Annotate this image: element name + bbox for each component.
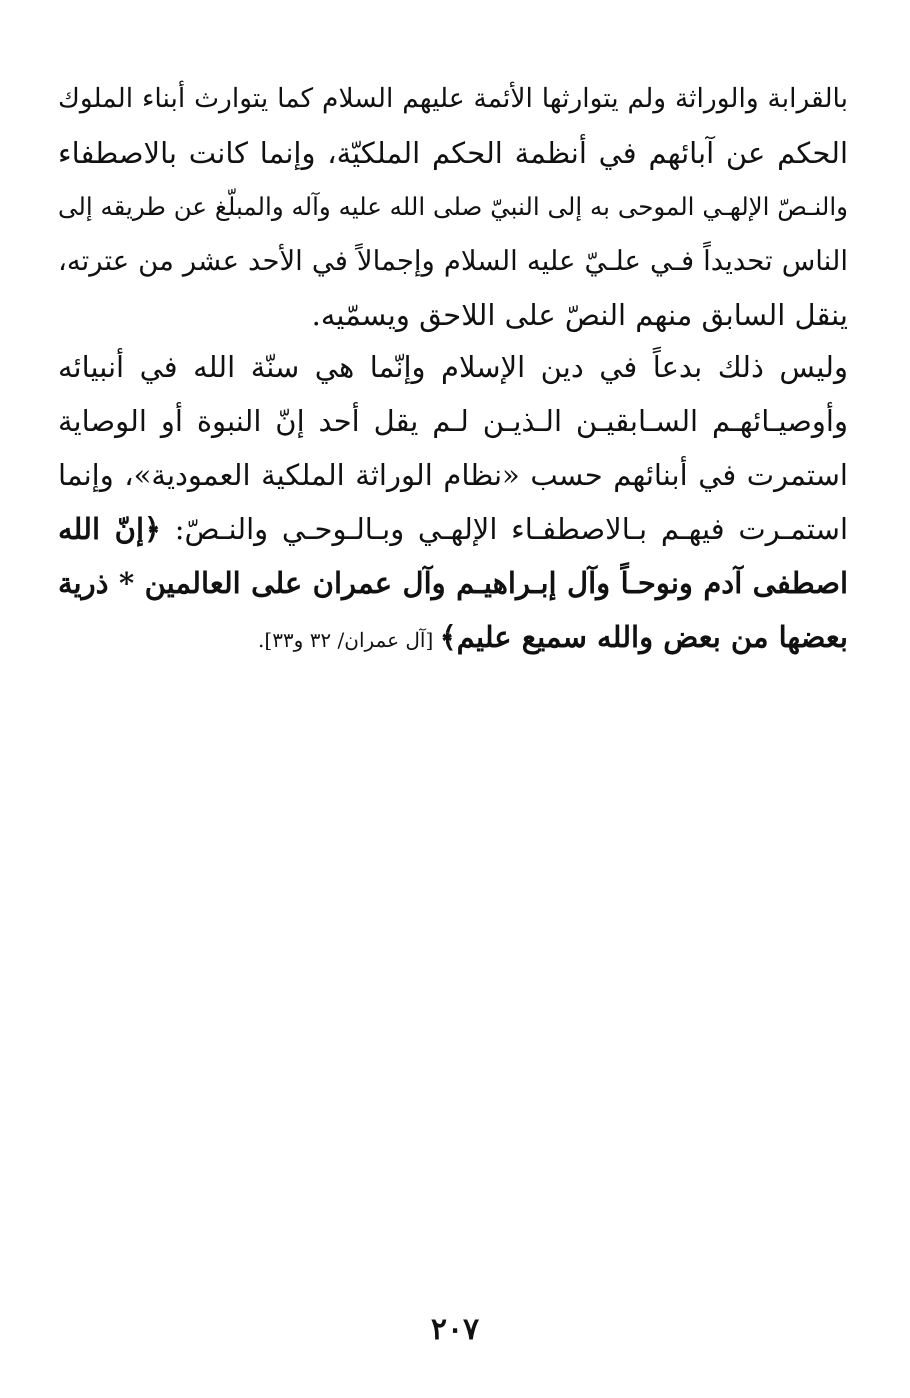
paragraph-1-line: الحكم عن آبائهم في أنظمة الحكم الملكيّة، وإنما كانت بالاصطفاء (58, 136, 848, 170)
paragraph-1-line: الناس تحديداً فـي علـيّ عليه السلام وإجمالاً في الأحد عشر من عترته، (58, 245, 848, 277)
line-text: استمـرت فيهـم بـالاصطفـاء الإلهـي وبـالـوحـي والنـصّ: (161, 512, 849, 546)
paragraph-2-line: وليس ذلك بدعاً في دين الإسلام وإنّما هي سنّة الله في أنبيائه (58, 350, 848, 384)
paragraph-1-line: ينقل السابق منهم النصّ على اللاحق ويسمّيه. (311, 298, 848, 332)
paragraph-1-line: والنـصّ الإلهـي الموحى به إلى النبيّ صلى الله عليه وآله والمبلّغ عن طريقه إلى (58, 192, 848, 221)
paragraph-2-line (58, 502, 848, 556)
quran-quote-end: بعضها من بعض والله سميع عليم﴾ (439, 620, 848, 654)
quran-quote-start: ﴿إنّ الله (58, 512, 161, 546)
paragraph-2 (58, 340, 848, 664)
paragraph-2-line: استمرت في أبنائهم حسب «نظام الوراثة الملكية العمودية»، وإنما (58, 458, 848, 492)
quran-quote-line: اصطفى آدم ونوحـاً وآل إبـراهيـم وآل عمران على العالمين * ذرية (58, 566, 848, 600)
paragraph-1-line: بالقرابة والوراثة ولم يتوارثها الأئمة عليهم السلام كما يتوارث أبناء الملوك (58, 83, 848, 114)
paragraph-1 (58, 72, 848, 342)
quran-reference: [آل عمران/ ٣٢ و٣٣]. (258, 628, 440, 652)
paragraph-2-line: وأوصيـائهـم السـابقيـن الـذيـن لـم يقل أحد إنّ النبوة أو الوصاية (58, 404, 848, 438)
page-number: ٢٠٧ (430, 1312, 480, 1347)
quran-quote-last-line (58, 610, 848, 664)
